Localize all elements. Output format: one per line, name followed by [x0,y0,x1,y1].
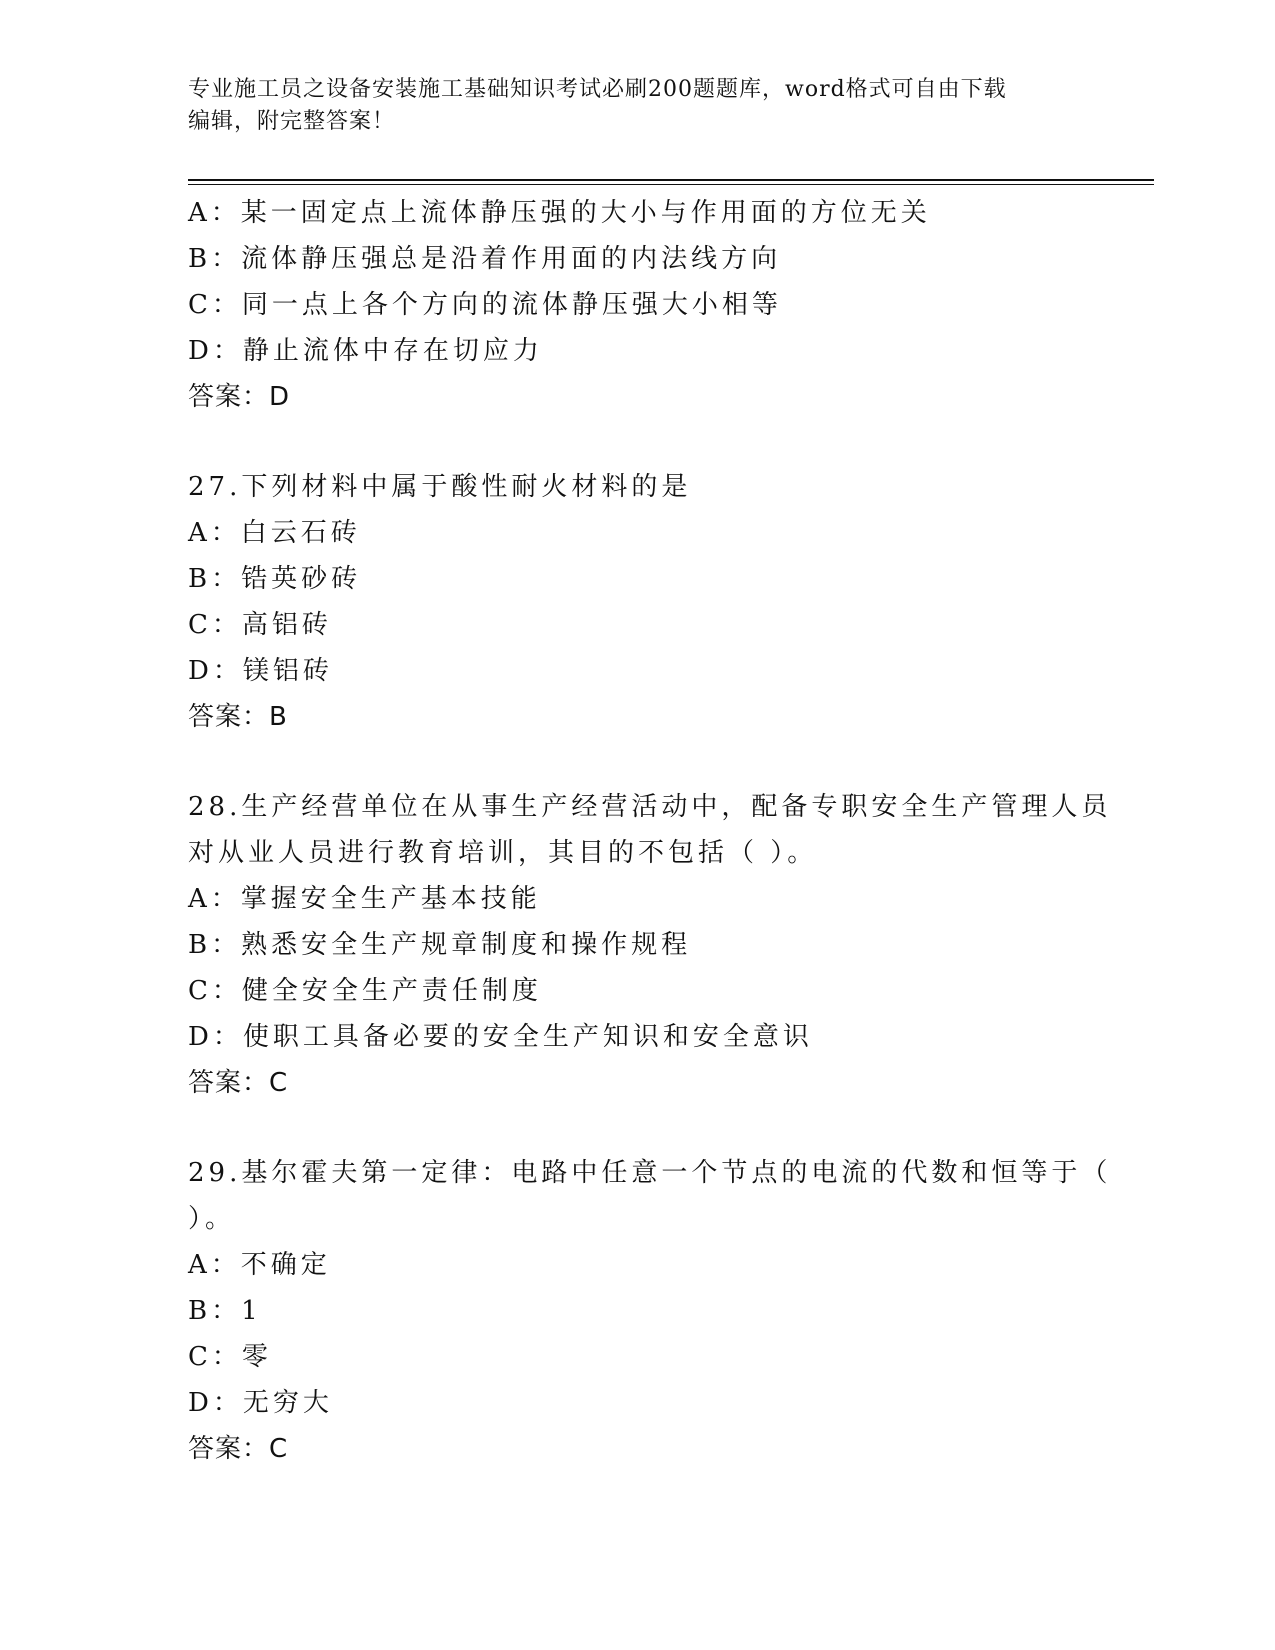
question-title: 27.下列材料中属于酸性耐火材料的是 [188,472,692,502]
option-d: D：使职工具备必要的安全生产知识和安全意识 [188,1022,813,1052]
spacer [188,1106,1088,1150]
answer-line: 答案：C [188,1068,289,1098]
option-a: A：不确定 [188,1250,331,1280]
header-title-line-2: 编辑，附完整答案！ [188,109,396,134]
option-d: D：静止流体中存在切应力 [188,336,543,366]
answer-line: 答案：C [188,1434,289,1464]
option-b: B：熟悉安全生产规章制度和操作规程 [188,930,692,960]
question-26 [188,190,1088,420]
option-b: B：流体静压强总是沿着作用面的内法线方向 [188,244,782,274]
question-29 [188,1150,1112,1472]
spacer [188,420,1088,464]
question-28 [188,784,1112,1106]
question-list [188,190,1112,1472]
option-a: A：掌握安全生产基本技能 [188,884,541,914]
answer-line: 答案：B [188,702,288,732]
option-a: A：白云石砖 [188,518,361,548]
option-d: D：无穷大 [188,1388,333,1418]
option-d: D：镁铝砖 [188,656,333,686]
option-c: C：同一点上各个方向的流体静压强大小相等 [188,290,782,320]
option-c: C：健全安全生产责任制度 [188,976,542,1006]
document-header [188,74,1088,138]
option-b: B：1 [188,1296,262,1326]
option-c: C：高铝砖 [188,610,332,640]
header-divider-thin [188,184,1154,185]
option-c: C：零 [188,1342,272,1372]
question-27 [188,464,1088,740]
question-title-line-2: 对从业人员进行教育培训，其目的不包括（ ）。 [188,838,818,868]
question-title-line-1: 29.基尔霍夫第一定律：电路中任意一个节点的电流的代数和恒等于（ [188,1158,1112,1188]
answer-line: 答案：D [188,382,291,412]
spacer [188,740,1088,784]
option-b: B：锆英砂砖 [188,564,362,594]
header-title-line-1: 专业施工员之设备安装施工基础知识考试必刷200题题库，word格式可自由下载 [188,77,1007,102]
question-title-line-1: 28.生产经营单位在从事生产经营活动中，配备专职安全生产管理人员 [188,792,1112,822]
option-a: A：某一固定点上流体静压强的大小与作用面的方位无关 [188,198,931,228]
header-divider-thick [188,179,1154,181]
question-title-line-2: ）。 [188,1204,236,1234]
